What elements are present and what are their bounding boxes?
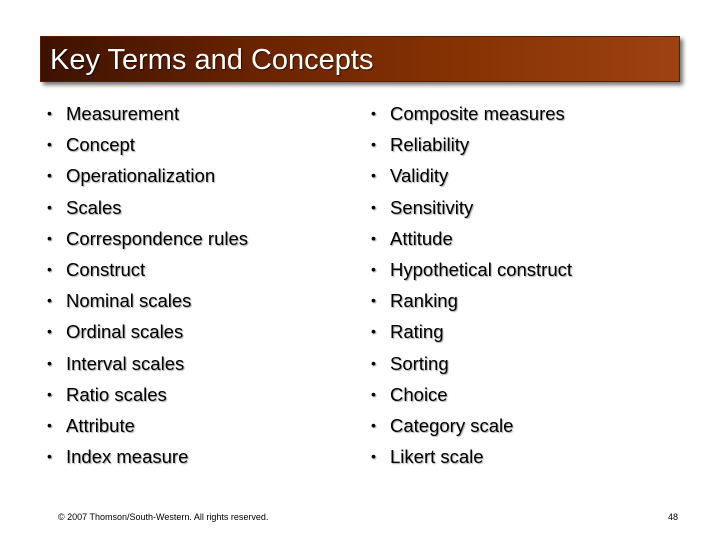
list-item <box>370 316 572 347</box>
list-item-label: Category scale <box>390 414 514 436</box>
bullet-icon: • <box>371 136 376 153</box>
list-item <box>46 192 248 223</box>
footer-copyright: © 2007 Thomson/South-Western. All rights reserved. <box>58 512 269 522</box>
list-item-label: Validity <box>390 165 449 187</box>
slide-title: Key Terms and Concepts <box>50 44 374 76</box>
list-item-label: Measurement <box>66 103 180 124</box>
list-item <box>370 98 572 129</box>
list-item-label: Nominal scales <box>66 290 192 312</box>
list-item <box>370 441 572 472</box>
bullet-icon: • <box>47 167 52 184</box>
list-item-label: Likert scale <box>390 446 484 468</box>
list-item-label: Ordinal scales <box>66 321 184 343</box>
bullet-icon: • <box>47 385 52 402</box>
bullet-icon: • <box>371 323 376 340</box>
bullet-icon: • <box>371 229 376 246</box>
bullet-icon: • <box>371 354 376 371</box>
list-item <box>370 410 572 441</box>
bullet-icon: • <box>47 105 52 121</box>
list-item <box>46 223 248 254</box>
list-item-label: Composite measures <box>390 103 565 124</box>
list-item-label: Sorting <box>390 352 449 374</box>
bullet-icon: • <box>47 354 52 371</box>
list-item <box>46 98 248 129</box>
list-item <box>46 285 248 316</box>
list-item <box>46 129 248 160</box>
list-item <box>46 348 248 379</box>
slide-title-bar <box>40 36 680 82</box>
list-item <box>370 160 572 191</box>
list-item <box>46 254 248 285</box>
left-term-list <box>46 98 248 472</box>
list-item-label: Scales <box>66 196 122 218</box>
list-item <box>46 410 248 441</box>
list-item-label: Ratio scales <box>66 383 167 405</box>
list-item-label: Sensitivity <box>390 196 474 218</box>
bullet-icon: • <box>371 385 376 402</box>
bullet-icon: • <box>47 260 52 277</box>
bullet-icon: • <box>47 198 52 215</box>
bullet-icon: • <box>371 260 376 277</box>
bullet-icon: • <box>47 416 52 433</box>
bullet-icon: • <box>371 198 376 215</box>
list-item-label: Hypothetical construct <box>390 258 573 280</box>
bullet-icon: • <box>47 229 52 246</box>
list-item-label: Attitude <box>390 227 453 249</box>
list-item-label: Ranking <box>390 290 458 312</box>
bullet-icon: • <box>47 136 52 153</box>
list-item-label: Interval scales <box>66 352 185 374</box>
list-item <box>46 379 248 410</box>
list-item <box>370 129 572 160</box>
list-item <box>370 223 572 254</box>
bullet-icon: • <box>47 448 52 465</box>
list-item <box>370 348 572 379</box>
list-item-label: Concept <box>66 134 135 156</box>
bullet-icon: • <box>371 292 376 309</box>
right-term-list <box>370 98 572 472</box>
list-item <box>46 441 248 472</box>
bullet-icon: • <box>47 292 52 309</box>
list-item-label: Rating <box>390 321 444 343</box>
bullet-icon: • <box>371 105 376 121</box>
list-item <box>370 379 572 410</box>
list-item-label: Index measure <box>66 446 189 468</box>
list-item-label: Reliability <box>390 134 470 156</box>
list-item <box>370 254 572 285</box>
bullet-icon: • <box>371 448 376 465</box>
bullet-icon: • <box>371 167 376 184</box>
bullet-icon: • <box>47 323 52 340</box>
list-item-label: Choice <box>390 383 448 405</box>
list-item-label: Operationalization <box>66 165 216 187</box>
list-item <box>46 316 248 347</box>
list-item-label: Construct <box>66 258 146 280</box>
page-number: 48 <box>667 512 678 522</box>
list-item-label: Attribute <box>66 414 135 436</box>
bullet-icon: • <box>371 416 376 433</box>
list-item-label: Correspondence rules <box>66 227 249 249</box>
list-item <box>370 285 572 316</box>
list-item <box>46 160 248 191</box>
list-item <box>370 192 572 223</box>
